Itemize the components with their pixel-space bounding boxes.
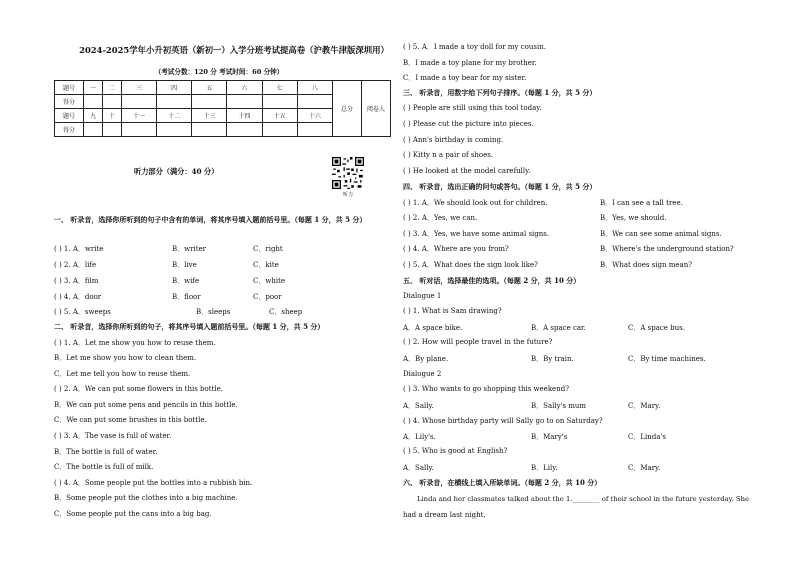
sec5-q3: ( ) 3. Who wants to go shopping this weekend? <box>403 385 569 393</box>
sec4-q3-b: B．We can see some animal signs. <box>600 230 722 238</box>
sec2-line: C．Some people put the cans into a big bag. <box>54 510 212 518</box>
score-table <box>54 80 391 137</box>
sec4-q1-b: B．I can see a tall tree. <box>600 199 683 207</box>
sec5-q2-a: A．By plane. <box>403 355 449 363</box>
sec2-line: ( ) 4. A．Some people put the bottles into a rubbish bin. <box>54 479 253 487</box>
sec1-q4-c: C．poor <box>253 293 282 301</box>
sec3-line: ( ) People are still using this tool today. <box>403 104 542 112</box>
sec5-q4-c: C．Linda's <box>628 433 666 441</box>
grader-cell: 阅卷人 <box>362 81 391 137</box>
section-6-title: 六、 听录音，在横线上填入所缺单词。（每题 2 分，共 10 分） <box>403 478 602 487</box>
score-blank[interactable] <box>84 123 103 137</box>
total-score-cell: 总分 <box>333 81 362 137</box>
section-3-title: 三、 听录音，用数字给下列句子排序。（每题 1 分，共 5 分） <box>403 88 597 97</box>
score-cell: 五 <box>192 81 227 95</box>
sec2-line: B．We can put some pens and pencils in this bottle. <box>54 401 238 409</box>
sec1-q4-b: B．floor <box>172 293 201 301</box>
score-blank[interactable] <box>262 123 297 137</box>
score-blank[interactable] <box>192 123 227 137</box>
score-blank[interactable] <box>262 95 297 109</box>
score-blank[interactable] <box>297 95 332 109</box>
score-cell: 十六 <box>297 109 332 123</box>
section-1-title: 一、 听录音，选择你所听到的句子中含有的单词，将其序号填入题前括号里。（每题 1 分，共 5 分） <box>54 215 367 224</box>
score-cell: 题号 <box>55 81 84 95</box>
score-blank[interactable] <box>192 95 227 109</box>
sec5-q4-a: A．Lily's. <box>403 433 436 441</box>
sec2-line: B．Some people put the clothes into a big machine. <box>54 494 238 502</box>
sec2-line: C．We can put some brushes in this bottle. <box>54 416 207 424</box>
dialogue-1-label: Dialogue 1 <box>403 292 442 300</box>
sec6-passage-line-2: had a dream last night. <box>403 511 486 519</box>
sec4-q2-a: ( ) 2. A．Yes, we can. <box>403 214 478 222</box>
sec3-line: ( ) He looked at the model carefully. <box>403 167 531 175</box>
sec4-q4-a: ( ) 4. A．Where are you from? <box>403 245 509 253</box>
sec5-q4: ( ) 4. Whose birthday party will Sally go to on Saturday? <box>403 417 603 425</box>
sec3-line: ( ) Ann's birthday is coming. <box>403 136 504 144</box>
sec1-q5: ( ) 5. A．sweeps <box>54 308 111 316</box>
sec2-line: B．The bottle is full of water. <box>54 448 158 456</box>
sec2-line: ( ) 2. A．We can put some flowers in this bottle. <box>54 385 223 393</box>
sec5-q4-b: B．Mary's <box>531 433 568 441</box>
score-blank[interactable] <box>121 123 156 137</box>
score-blank[interactable] <box>157 95 192 109</box>
sec5-q5-b: B．Lily. <box>531 464 558 472</box>
score-blank[interactable] <box>102 123 121 137</box>
score-blank[interactable] <box>157 123 192 137</box>
score-cell: 八 <box>297 81 332 95</box>
sec1-q2: ( ) 2. A．life <box>54 261 97 269</box>
sec1-q1-c: C．right <box>253 245 283 253</box>
score-cell: 十五 <box>262 109 297 123</box>
sec5-q3-b: B．Sally's mum <box>531 402 587 410</box>
listening-part-title: 听力部分（满分：40 分） <box>134 167 219 176</box>
score-blank[interactable] <box>297 123 332 137</box>
sec4-q2-b: B．Yes, we should. <box>600 214 667 222</box>
sec1-q1: ( ) 1. A．write <box>54 245 104 253</box>
sec4-q1-a: ( ) 1. A．We should look out for children. <box>403 199 548 207</box>
sec2-q5-a: ( ) 5. A．I made a toy doll for my cousin. <box>403 43 546 51</box>
sec5-q5: ( ) 5. Who is good at English? <box>403 447 508 455</box>
sec5-q5-a: A．Sally. <box>403 464 434 472</box>
score-cell: 七 <box>262 81 297 95</box>
sec5-q2-c: C．By time machines. <box>628 355 706 363</box>
score-cell: 三 <box>121 81 156 95</box>
score-cell: 九 <box>84 109 103 123</box>
score-cell: 十二 <box>157 109 192 123</box>
score-cell: 一 <box>84 81 103 95</box>
sec2-line: B．Let me show you how to clean them. <box>54 354 197 362</box>
score-cell: 四 <box>157 81 192 95</box>
sec4-q5-a: ( ) 5. A．What does the sign look like? <box>403 261 538 269</box>
sec4-q3-a: ( ) 3. A．Yes, we have some animal signs. <box>403 230 550 238</box>
section-2-title: 二、 听录音，选择你所听到的句子，将其序号填入题前括号里。（每题 1 分，共 5 分） <box>54 322 325 331</box>
sec1-q3-b: B．wife <box>172 277 200 285</box>
score-cell: 二 <box>102 81 121 95</box>
sec1-q1-b: B．writer <box>172 245 207 253</box>
section-5-title: 五、 听对话，选择最佳的选项。（每题 2 分，共 10 分） <box>403 276 581 285</box>
sec2-line: C．The bottle is full of milk. <box>54 463 154 471</box>
score-blank[interactable] <box>84 95 103 109</box>
sec1-q3: ( ) 3. A．film <box>54 277 99 285</box>
sec5-q1-a: A．A space bike. <box>403 324 463 332</box>
sec1-q5-c: C．sheep <box>269 308 303 316</box>
sec5-q2-b: B．By train. <box>531 355 574 363</box>
score-blank[interactable] <box>227 95 262 109</box>
score-cell: 六 <box>227 81 262 95</box>
section-4-title: 四、 听录音，选出正确的问句或答句。（每题 1 分，共 5 分） <box>403 182 597 191</box>
score-cell: 得分 <box>55 123 84 137</box>
sec6-passage-line-1: Linda and her classmates talked about the 1.________ of their school in the future yesterday. She <box>417 495 749 503</box>
sec1-q2-b: B．live <box>172 261 197 269</box>
sec2-q5-b: B．I made a toy plane for my brother. <box>403 59 537 67</box>
score-cell: 十三 <box>192 109 227 123</box>
score-cell: 得分 <box>55 95 84 109</box>
sec5-q2: ( ) 2. How will people travel in the future? <box>403 338 553 346</box>
score-cell: 十一 <box>121 109 156 123</box>
page-title: 2024-2025学年小升初英语（新初一）入学分班考试提高卷（沪教牛津版深圳用） <box>79 45 389 55</box>
dialogue-2-label: Dialogue 2 <box>403 370 442 378</box>
sec5-q1: ( ) 1. What is Sam drawing? <box>403 307 502 315</box>
sec1-q3-c: C．white <box>253 277 286 285</box>
sec5-q3-a: A．Sally. <box>403 402 434 410</box>
qr-caption: 听力 <box>342 192 353 198</box>
score-blank[interactable] <box>102 95 121 109</box>
sec4-q5-b: B．What does sign mean? <box>600 261 692 269</box>
sec1-q4: ( ) 4. A．door <box>54 293 102 301</box>
sec4-q4-b: B．Where's the underground station? <box>600 245 734 253</box>
sec2-line: ( ) 3. A．The vase is full of water. <box>54 432 172 440</box>
sec5-q1-b: B．A space car. <box>531 324 586 332</box>
score-cell: 题号 <box>55 109 84 123</box>
qr-code-icon <box>332 157 364 189</box>
sec5-q5-c: C．Mary. <box>628 464 661 472</box>
score-cell: 十 <box>102 109 121 123</box>
score-cell: 十四 <box>227 109 262 123</box>
score-blank[interactable] <box>227 123 262 137</box>
score-blank[interactable] <box>121 95 156 109</box>
sec2-line: ( ) 1. A．Let me show you how to reuse them. <box>54 339 216 347</box>
sec1-q2-c: C．kite <box>253 261 279 269</box>
sec2-q5-c: C．I made a toy bear for my sister. <box>403 74 527 82</box>
exam-info: （考试分数：120 分 考试时间：60 分钟） <box>154 68 284 76</box>
sec2-line: C．Let me tell you how to reuse them. <box>54 370 191 378</box>
sec1-q5-b: B．sleeps <box>196 308 231 316</box>
sec5-q3-c: C．Mary. <box>628 402 661 410</box>
sec5-q1-c: C．A space bus. <box>628 324 685 332</box>
sec3-line: ( ) Kitty n a pair of shoes. <box>403 151 494 159</box>
sec3-line: ( ) Please cut the picture into pieces. <box>403 120 534 128</box>
